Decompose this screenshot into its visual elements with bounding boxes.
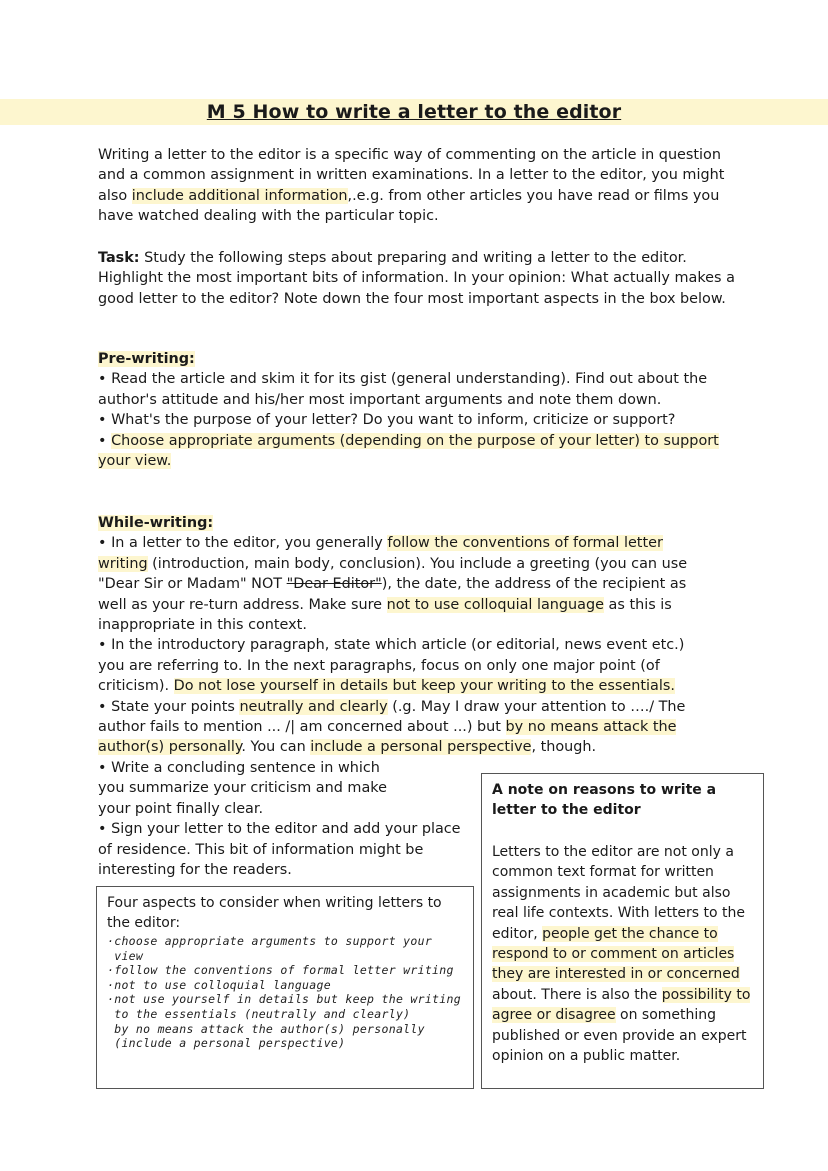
whilewriting-bullet-5: • Sign your letter to the editor and add your place of residence. This bit of information might be interesting for the readers. xyxy=(98,821,461,878)
ww2-highlight: Do not lose yourself in details but keep your writing to the essentials. xyxy=(173,678,675,695)
page-title: M 5 How to write a letter to the editor xyxy=(206,101,622,123)
intro-text-3: ,.e.g. from other articles you have read or films you have watched dealing with the particular topic. xyxy=(98,187,720,225)
note-line: ·not use yourself in details but keep the writing xyxy=(107,992,461,1007)
prewriting-bullet-1: • Read the article and skim it for its gist (general understanding). Find out about the author's attitude and his/her most important arguments and note them down. xyxy=(98,371,708,408)
aspects-box xyxy=(96,886,474,1089)
aspects-heading: Four aspects to consider when writing letters to the editor: xyxy=(107,895,442,932)
handwritten-notes xyxy=(107,934,471,1051)
intro-text-1: Writing a letter to the editor is a specific way of commenting on the article in question and a common assignment in written examinations. In a letter to the editor, you might also xyxy=(98,147,725,204)
whilewriting-heading: While-writing: xyxy=(98,515,214,531)
task-label: Task: xyxy=(98,250,140,266)
note-box-body xyxy=(492,842,754,1066)
ww3-highlight-2: by no means attack the author(s) personally xyxy=(98,719,677,756)
ww3-text-c: . You can xyxy=(241,739,311,756)
prewriting-bullet-2: • What's the purpose of your letter? Do you want to inform, criticize or support? xyxy=(98,412,676,429)
note-highlight-2: possibility to agree or disagree xyxy=(492,986,751,1024)
ww3-text-a: • State your points xyxy=(98,698,240,715)
ww1-text-d: as this is inappropriate in this context. xyxy=(98,596,672,634)
ww1-highlight-2: not to use colloquial language xyxy=(386,596,604,613)
ww1-text-a: • In a letter to the editor, you generally xyxy=(98,535,388,552)
note-text-3: on something published or even provide an expert opinion on a public matter. xyxy=(492,1007,747,1065)
task-paragraph xyxy=(98,248,738,309)
ww2-text-a: • In the introductory paragraph, state which article (or editorial, news event etc.) you are referring to. In the next paragraphs, focus on only one major point (of criticism). xyxy=(98,637,685,695)
whilewriting-bullet-4: • Write a concluding sentence in which you summarize your criticism and make your point finally clear. xyxy=(98,759,387,817)
note-box xyxy=(481,773,764,1089)
note-line: (include a personal perspective) xyxy=(107,1036,346,1051)
note-box-title: A note on reasons to write a letter to the editor xyxy=(492,782,717,819)
whilewriting-bullet-3 xyxy=(98,697,698,758)
prewriting-bullet-3-highlight: Choose appropriate arguments (depending on the purpose of your letter) to support your view. xyxy=(98,432,719,470)
prewriting-bullet-3 xyxy=(98,431,738,472)
note-line: ·follow the conventions of formal letter writing xyxy=(107,963,454,978)
prewriting-section xyxy=(98,349,738,471)
ww3-text-b: (.g. May I draw your attention to …./ The author fails to mention ... /| am concerned about ...) but xyxy=(98,698,686,736)
note-highlight-1: people get the chance to respond to or comment on articles they are interested in or concerned xyxy=(492,925,740,983)
ww3-highlight-1: neutrally and clearly xyxy=(239,698,388,715)
ww3-text-d: , though. xyxy=(531,739,597,756)
ww3-highlight-3: include a personal perspective xyxy=(310,739,532,756)
note-text-2: about. There is also the xyxy=(492,986,662,1003)
ww1-text-c: ), the date, the address of the recipient as well as your re-turn address. Make sure xyxy=(98,576,687,613)
whilewriting-bullet-2 xyxy=(98,635,698,696)
note-text-1: Letters to the editor are not only a common text format for written assignments in academic but also real life contexts. With letters to the editor, xyxy=(492,844,746,942)
task-text: Study the following steps about preparing and writing a letter to the editor. Highlight the most important bits of information. In your opinion: What actually makes a good letter to the editor? Note down the four most important aspects in the box below. xyxy=(98,250,735,307)
note-line: ·not to use colloquial language xyxy=(107,977,331,992)
ww1-strikethrough: "Dear Editor" xyxy=(286,576,382,593)
note-line: by no means attack the author(s) personally xyxy=(107,1021,425,1036)
ww1-text-b: (introduction, main body, conclusion). You include a greeting (you can use "Dear Sir or Madam" NOT xyxy=(98,555,688,593)
note-line: view xyxy=(107,948,144,963)
note-line: ·choose appropriate arguments to support your xyxy=(107,934,433,948)
bullet-marker: • xyxy=(98,432,112,449)
note-line: to the essentials (neutrally and clearly) xyxy=(107,1006,411,1021)
whilewriting-bullet-1 xyxy=(98,533,698,635)
ww1-highlight-1: follow the conventions of formal letter writing xyxy=(98,535,663,572)
prewriting-heading: Pre-writing: xyxy=(98,351,195,367)
intro-paragraph xyxy=(98,145,738,227)
intro-highlight: include additional information xyxy=(131,187,348,204)
